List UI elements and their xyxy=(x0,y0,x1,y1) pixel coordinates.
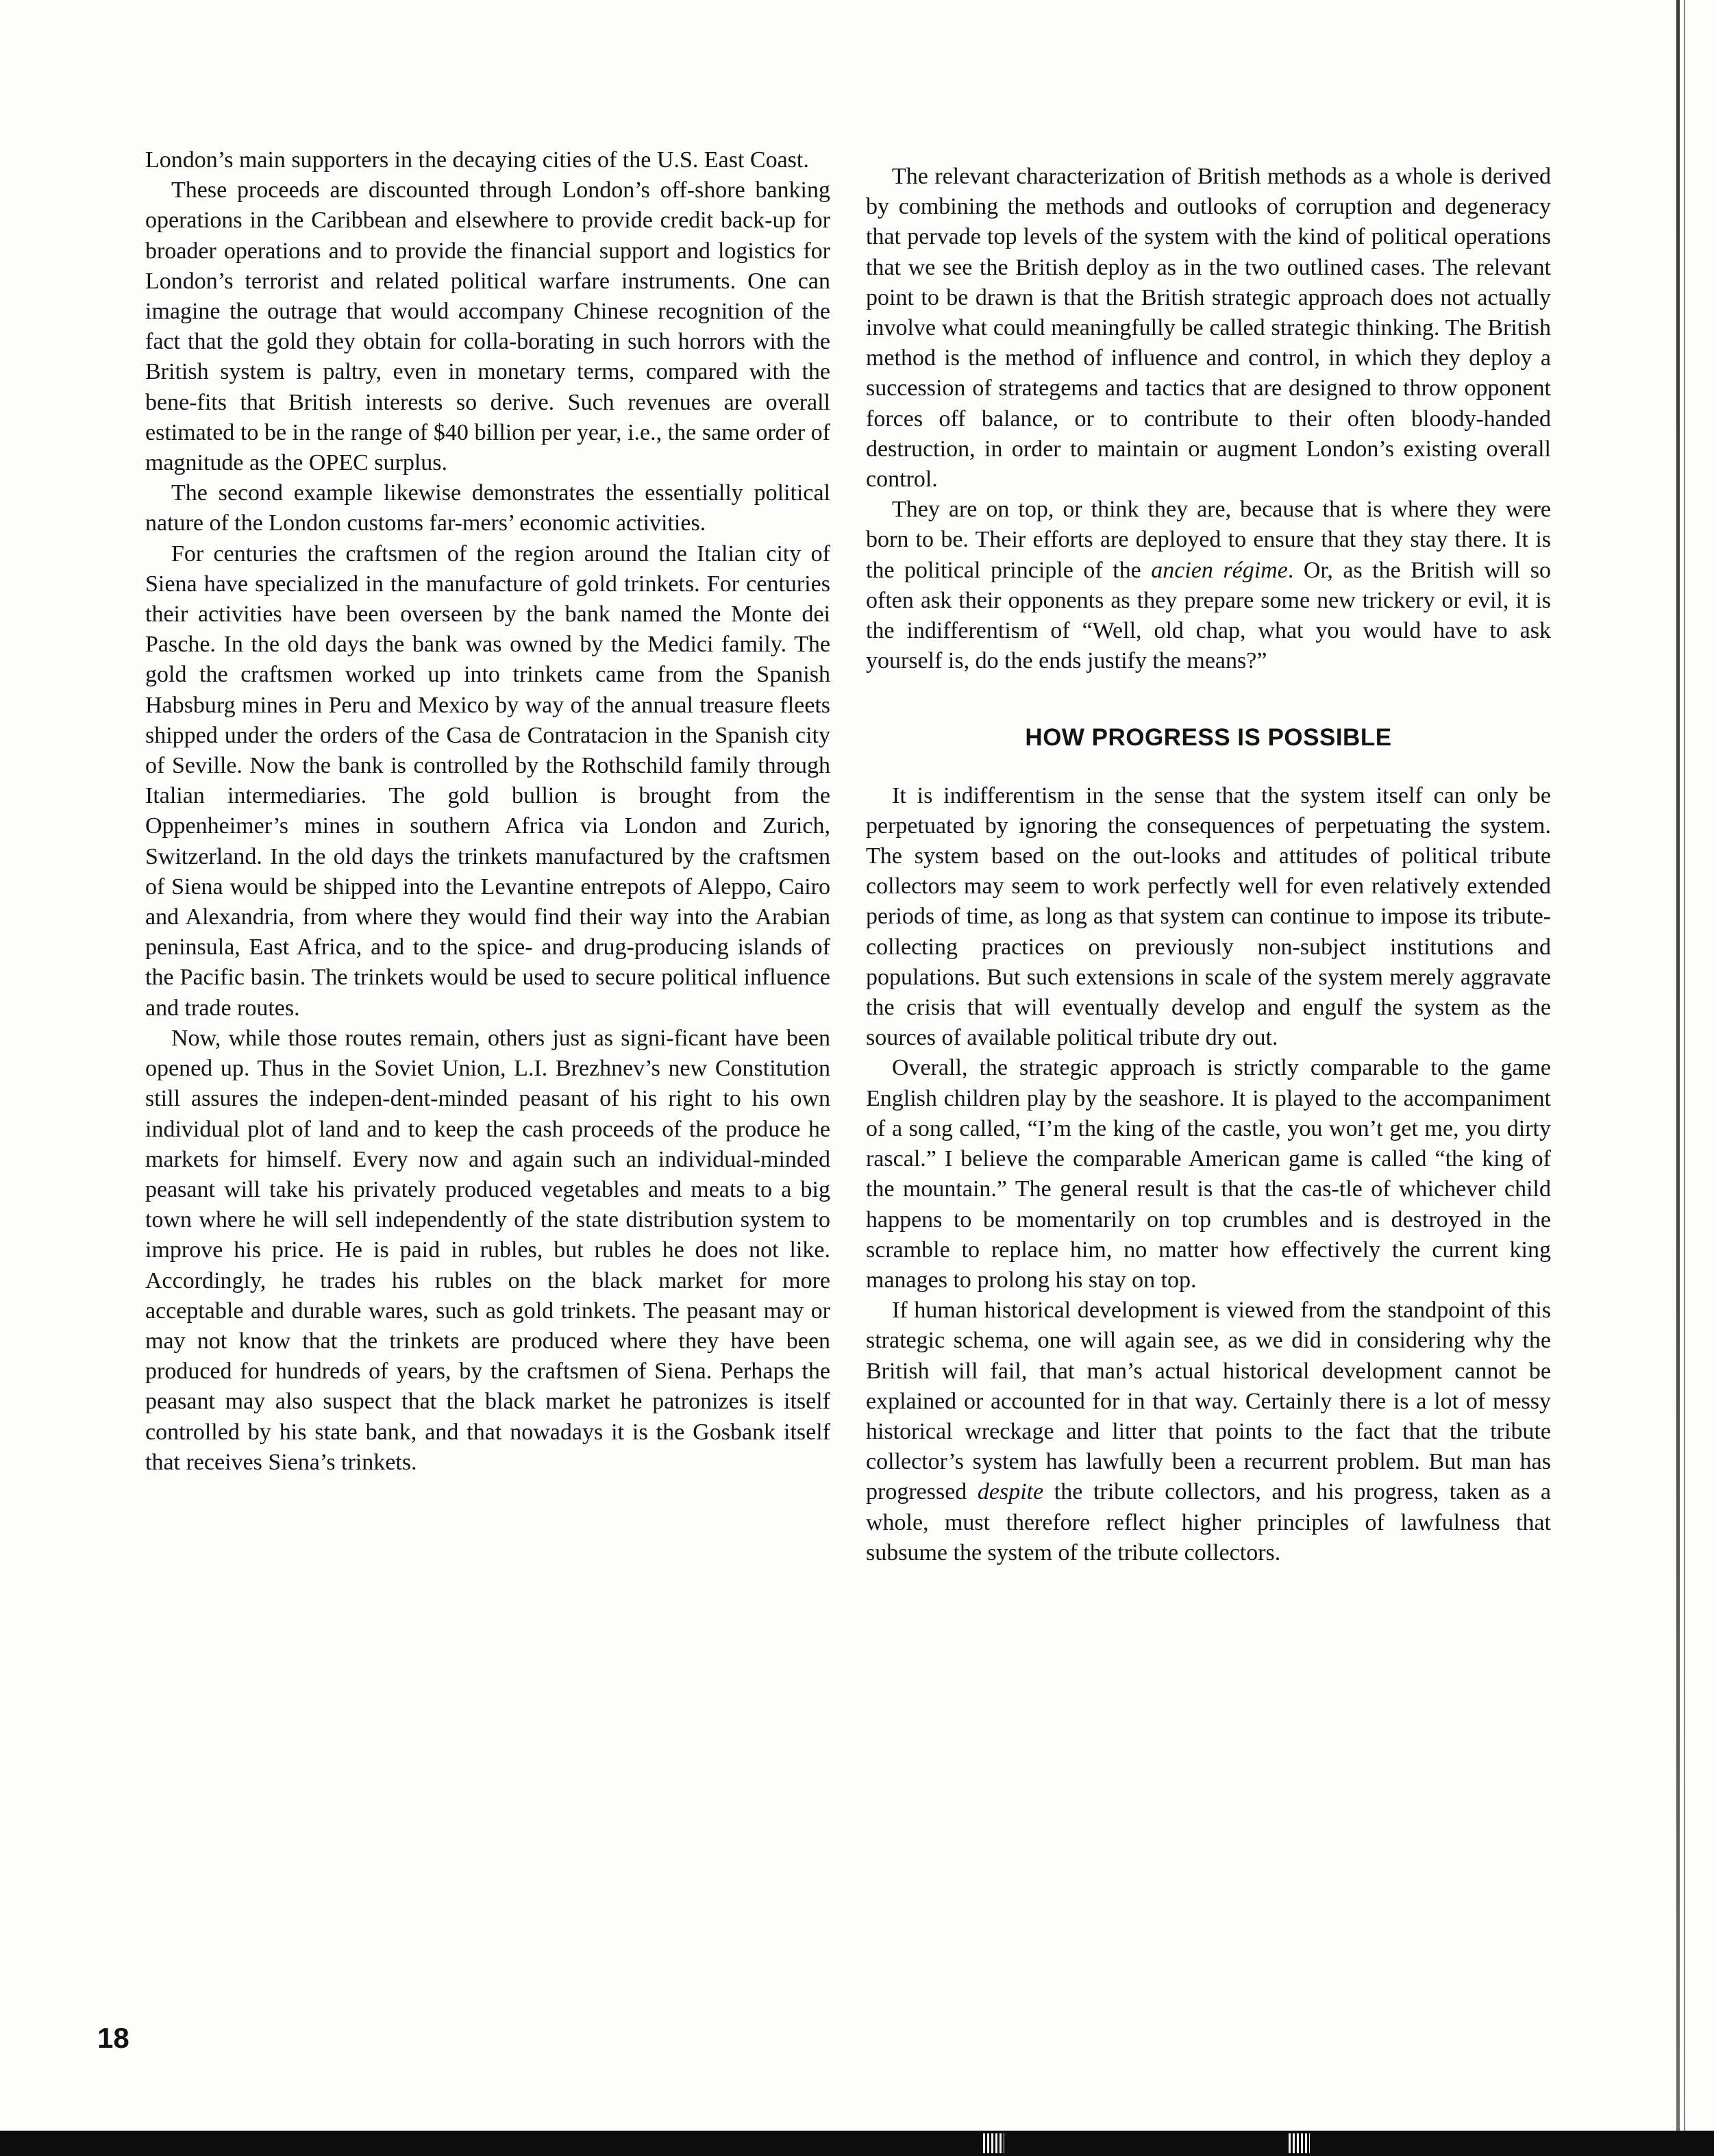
right-text-column xyxy=(866,162,1551,1568)
right-paragraph-3: It is indifferentism in the sense that the system itself can only be perpetuated by ignoring the consequences of perpetuating the system. The system based on the out-looks and attitudes of political tribute collectors may seem to work perfectly well for even relatively extended periods of time, as long as that system can continue to impose its tribute-collecting practices on previously non-subject institutions and populations. But such extensions in scale of the system merely aggravate the crisis that will eventually develop and engulf the system as the sources of available political tribute dry out. xyxy=(866,782,1551,1051)
right-paragraph-1: The relevant characterization of British methods as a whole is derived by combining the methods and outlooks of corruption and degeneracy that pervade top levels of the system with the kind of political operations that we see the British deploy as in the two outlined cases. The relevant point to be drawn is that the British strategic approach does not actually involve what could meaningfully be called strategic thinking. The British method is the method of influence and control, in which they deploy a succession of strategems and tactics that are designed to throw opponent forces off balance, or to contribute to their often bloody-handed destruction, in order to maintain or augment London’s existing overall control. xyxy=(866,164,1551,493)
ancien-regime-italic: ancien régime xyxy=(1151,557,1288,583)
despite-italic: despite xyxy=(977,1479,1044,1505)
scan-bottom-border xyxy=(0,2131,1714,2156)
left-paragraph-5: Now, while those routes remain, others just as signi-ficant have been opened up. Thus in the Soviet Union, L.I. Brezhnev’s new Constitution still assures the indepen-dent-minded peasant of his right to his own individual plot of land and to keep the cash proceeds of the produce he markets for himself. Every now and again such an individual-minded peasant will take his privately produced vegetables and meats to a big town where he will sell independently of the state distribution system to improve his price. He is paid in rubles, but rubles he does not like. Accordingly, he trades his rubles on the black market for more acceptable and durable wares, such as gold trinkets. The peasant may or may not know that the trinkets are produced where they have been produced for hundreds of years, by the craftsmen of Siena. Perhaps the peasant may also suspect that the black market he patronizes is itself controlled by his state bank, and that nowadays it is the Gosbank itself that receives Siena’s trinkets. xyxy=(145,1025,830,1475)
section-heading: HOW PROGRESS IS POSSIBLE xyxy=(1025,724,1392,752)
right-paragraph-2 xyxy=(866,495,1551,676)
left-text-column xyxy=(145,145,830,1478)
left-paragraph-4: For centuries the craftsmen of the region around the Italian city of Siena have specialized in the manufacture of gold trinkets. For centuries their activities have been overseen by the bank named the Monte dei Pasche. In the old days the bank was owned by the Medici family. The gold the craftsmen worked up into trinkets came from the Spanish Habsburg mines in Peru and Mexico by way of the annual treasure fleets shipped under the orders of the Casa de Contratacion in the Spanish city of Seville. Now the bank is controlled by the Rothschild family through Italian intermediaries. The gold bullion is brought from the Oppenheimer’s mines in southern Africa via London and Zurich, Switzerland. In the old days the trinkets manufactured by the craftsmen of Siena would be shipped into the Levantine entrepots of Aleppo, Cairo and Alexandria, from where they would find their way into the Arabian peninsula, East Africa, and to the spice- and drug-producing islands of the Pacific basin. The trinkets would be used to secure political influence and trade routes. xyxy=(145,541,830,1021)
right-paragraph-5-start: If human historical development is viewed from the standpoint of this strategic schema, one will again see, as we did in considering why the British will fail, that man’s actual historical development cannot be explained or accounted for in that way. Certainly there is a lot of messy historical wreckage and litter that points to the fact that the tribute collector’s system has lawfully been a recurrent problem. But man has progressed xyxy=(866,1298,1551,1505)
right-paragraph-5 xyxy=(866,1296,1551,1568)
right-paragraph-4: Overall, the strategic approach is strictly comparable to the game English children play by the seashore. It is played to the accompaniment of a song called, “I’m the king of the castle, you won’t get me, you dirty rascal.” I believe the comparable American game is called “the king of the mountain.” The general result is that the cas-tle of whichever child happens to be momentarily on top crumbles and is destroyed in the scramble to replace him, no matter how effectively the current king manages to prolong his stay on top. xyxy=(866,1055,1551,1293)
left-paragraph-2: These proceeds are discounted through London’s off-shore banking operations in the Caribbean and elsewhere to provide credit back-up for broader operations and to provide the financial support and logistics for London’s terrorist and related political warfare instruments. One can imagine the outrage that would accompany Chinese recognition of the fact that the gold they obtain for colla-borating in such horrors with the British system is paltry, even in monetary terms, compared with the bene-fits that British interests so derive. Such revenues are overall estimated to be in the range of $40 billion per year, i.e., the same order of magnitude as the OPEC surplus. xyxy=(145,177,830,476)
right-paragraph-5-end: the tribute collectors, and his progress, taken as a whole, must therefore reflect higher principles of lawfulness that subsume the system of the tribute collectors. xyxy=(866,1479,1551,1565)
right-paragraph-2-end: . Or, as the British will so often ask their opponents as they prepare some new trickery or evil, it is the indifferentism of “Well, old chap, what you would have to ask yourself is, do the ends justify the means?” xyxy=(866,557,1551,674)
page-number: 18 xyxy=(97,2022,129,2054)
left-paragraph-3: The second example likewise demonstrates the essentially political nature of the London customs far-mers’ economic activities. xyxy=(145,480,830,536)
right-paragraph-2-start: They are on top, or think they are, because that is where they were born to be. Their efforts are deployed to ensure that they stay there. It is the political principle of the xyxy=(866,497,1551,583)
scan-edge-line xyxy=(1676,0,1680,2131)
left-paragraph-1: London’s main supporters in the decaying cities of the U.S. East Coast. xyxy=(145,147,809,173)
scan-edge-line-secondary xyxy=(1684,0,1685,2131)
